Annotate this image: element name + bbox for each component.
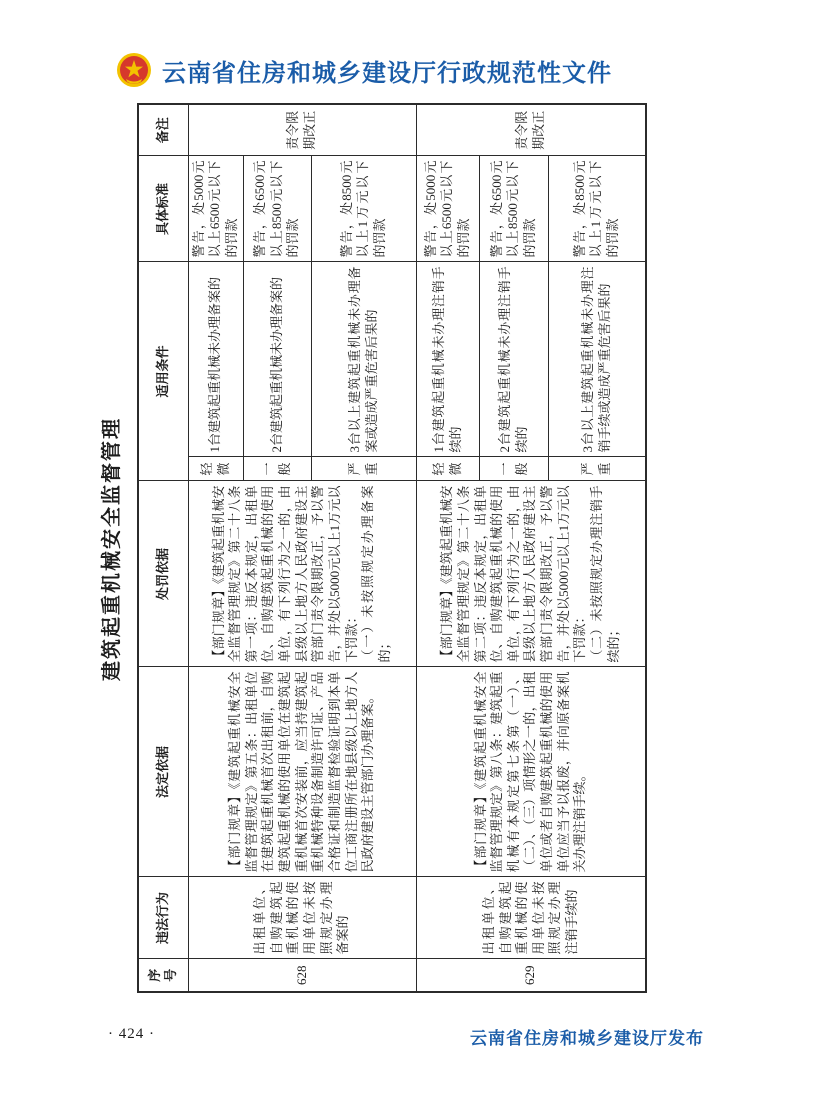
penalty-basis-item: （二）未按照规定办理注销手续的； bbox=[588, 485, 621, 663]
national-emblem-icon bbox=[116, 52, 152, 88]
cell-standard-629-severe: 警告，处8500元以上1万元以下的罚款 bbox=[548, 156, 646, 262]
cell-violation-628: 出租单位、自购建筑起重机械的使用单位未按照规定办理备案的 bbox=[188, 877, 416, 959]
cell-condition-628-light: 1台建筑起重机械未办理备案的 bbox=[188, 262, 243, 457]
cell-standard-629-light: 警告，处5000元以上6500元以下的罚款 bbox=[416, 156, 479, 262]
cell-condition-629-general: 2台建筑起重机械未办理注销手续的 bbox=[479, 262, 548, 457]
cell-penalty-basis-628 bbox=[188, 481, 416, 667]
cell-condition-629-severe: 3台以上建筑起重机械未办理注销手续或造成严重危害后果的 bbox=[548, 262, 646, 457]
penalty-basis-main: 【部门规章】《建筑起重机械安全监督管理规定》第二十八条第二项：违反本规定，出租单位、自购建筑起重机械的使用单位，有下列行为之一的，由县级以上地方人民政府建设主管部门责令限期改正，予以警告，并处以5000元以上1万元以下罚款： bbox=[439, 485, 588, 663]
cell-severity-628-light: 轻微 bbox=[188, 457, 243, 481]
col-header-conditions: 适用条件 bbox=[138, 262, 188, 481]
table-header-row bbox=[138, 104, 188, 992]
col-header-violation: 违法行为 bbox=[138, 877, 188, 959]
table-title: 建筑起重机械安全监督管理 bbox=[101, 417, 123, 681]
cell-standard-628-severe: 警告，处8500元以上1万元以下的罚款 bbox=[311, 156, 416, 262]
cell-serial-629: 629 bbox=[416, 959, 646, 992]
page-number: · 424 · bbox=[108, 1026, 155, 1042]
cell-remark-629: 责令限期改正 bbox=[416, 104, 646, 156]
publisher-label: 云南省住房和城乡建设厅发布 bbox=[470, 1029, 704, 1048]
cell-standard-628-general: 警告，处6500元以上8500元以下的罚款 bbox=[243, 156, 311, 262]
cell-severity-629-light: 轻微 bbox=[416, 457, 479, 481]
cell-severity-629-severe: 严重 bbox=[548, 457, 646, 481]
cell-penalty-basis-629 bbox=[416, 481, 646, 667]
penalty-standards-table bbox=[137, 103, 647, 993]
cell-severity-628-general: 一般 bbox=[243, 457, 311, 481]
col-header-remark: 备注 bbox=[138, 104, 188, 156]
cell-serial-628: 628 bbox=[188, 959, 416, 992]
table-row bbox=[188, 104, 243, 992]
col-header-serial: 序号 bbox=[138, 959, 188, 992]
cell-legal-basis-629: 【部门规章】《建筑起重机械安全监督管理规定》第八条：建筑起重机械有本规定第七条第（一）、（二）、（三）项情形之一的，出租单位或者自购建筑起重机械的使用单位应当予以报废，并向原备案机关办理注销手续。 bbox=[416, 667, 646, 877]
cell-violation-629: 出租单位、自购建筑起重机械的使用单位未按照规定办理注销手续的 bbox=[416, 877, 646, 959]
cell-remark-628: 责令限期改正 bbox=[188, 104, 416, 156]
table-row bbox=[416, 104, 479, 992]
cell-severity-628-severe: 严重 bbox=[311, 457, 416, 481]
penalty-basis-main: 【部门规章】《建筑起重机械安全监督管理规定》第二十八条第一项：违反本规定，出租单位、自购建筑起重机械的使用单位，有下列行为之一的，由县级以上地方人民政府建设主管部门责令限期改正，予以警告，并处以5000元以上1万元以下罚款： bbox=[210, 485, 359, 663]
document-header-title: 云南省住房和城乡建设厅行政规范性文件 bbox=[162, 60, 612, 87]
cell-condition-628-general: 2台建筑起重机械未办理备案的 bbox=[243, 262, 311, 457]
cell-standard-629-general: 警告，处6500元以上8500元以下的罚款 bbox=[479, 156, 548, 262]
cell-condition-629-light: 1台建筑起重机械未办理注销手续的 bbox=[416, 262, 479, 457]
cell-condition-628-severe: 3台以上建筑起重机械未办理备案或造成严重危害后果的 bbox=[311, 262, 416, 457]
cell-legal-basis-628: 【部门规章】《建筑起重机械安全监督管理规定》第五条：出租单位在建筑起重机械首次出租前，自购建筑起重机械的使用单位在建筑起重机械首次安装前，应当持建筑起重机械特种设备制造许可证、产品合格证和制造监督检验证明到本单位工商注册所在地县级以上地方人民政府建设主管部门办理备案。 bbox=[188, 667, 416, 877]
penalty-basis-item: （一）未按照规定办理备案的； bbox=[360, 485, 392, 663]
document-header bbox=[116, 52, 612, 88]
col-header-legal-basis: 法定依据 bbox=[138, 667, 188, 877]
rotated-table-block bbox=[95, 105, 653, 993]
cell-standard-628-light: 警告，处5000元以上6500元以下的罚款 bbox=[188, 156, 243, 262]
cell-severity-629-general: 一般 bbox=[479, 457, 548, 481]
col-header-penalty-basis: 处罚依据 bbox=[138, 481, 188, 667]
col-header-standard: 具体标准 bbox=[138, 156, 188, 262]
